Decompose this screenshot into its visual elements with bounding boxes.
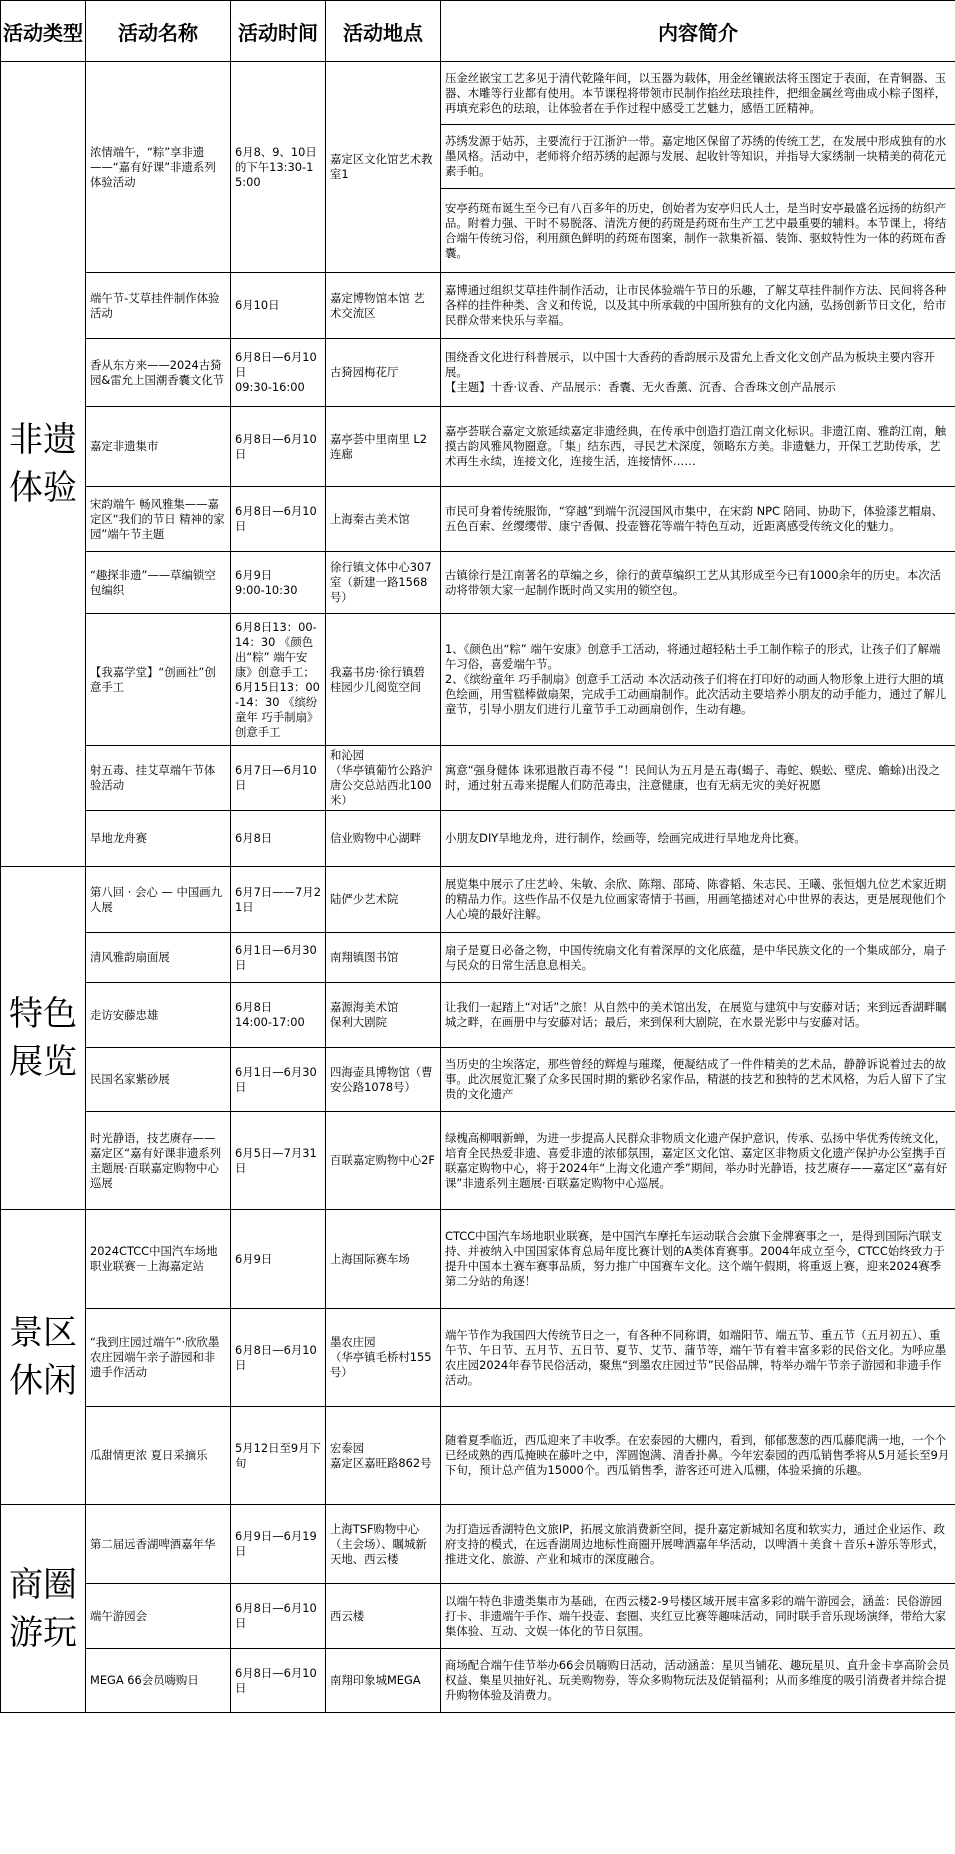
event-time: 6月9日 bbox=[231, 1210, 326, 1309]
event-time: 6月1日—6月30日 bbox=[231, 933, 326, 983]
event-place: 百联嘉定购物中心2F bbox=[326, 1112, 441, 1210]
event-desc: 苏绣发源于姑苏，主要流行于江浙沪一带。嘉定地区保留了苏绣的传统工艺，在发展中形成独有的水墨风格。活动中，老师将介绍苏绣的起源与发展、起收针等知识，并指导大家绣制一块精美的荷花元素手帕。 bbox=[441, 125, 955, 189]
event-time: 6月8日 bbox=[231, 811, 326, 867]
table-row bbox=[1, 62, 955, 125]
event-desc: 扇子是夏日必备之物，中国传统扇文化有着深厚的文化底蕴，是中华民族文化的一个集成部分，扇子与民众的日常生活息息相关。 bbox=[441, 933, 955, 983]
event-name: 民国名家紫砂展 bbox=[86, 1048, 231, 1112]
header-name: 活动名称 bbox=[86, 1, 231, 62]
event-desc: 为打造远香湖特色文旅IP，拓展文旅消费新空间，提升嘉定新城知名度和软实力，通过企业运作、政府支持的模式，在远香湖周边地标性商圈开展啤酒嘉年华活动，以啤酒＋美食＋音乐+游乐等形式，推进文化、旅游、产业和城市的深度融合。 bbox=[441, 1505, 955, 1584]
event-time: 6月8日—6月10日 bbox=[231, 407, 326, 487]
event-place: 上海TSF购物中心（主会场）、瞩城新天地、西云楼 bbox=[326, 1505, 441, 1584]
event-desc: 以端午特色非遗类集市为基础，在西云楼2-9号楼区域开展丰富多彩的端午游园会，涵盖：民俗游园打卡、非遗端午手作、端午投壶、套圈、夹红豆比赛等趣味活动，同时联手音乐现场演绎，带给大家集体验、互动、文娱一体化的节日氛围。 bbox=[441, 1584, 955, 1649]
table-row bbox=[1, 1048, 955, 1112]
event-time: 6月8日13：00-14：30 《颜色出“粽” 端午安康》创意手工； 6月15日13：00-14：30 《缤纷童年 巧手制扇》创意手工 bbox=[231, 614, 326, 746]
event-name: 端午游园会 bbox=[86, 1584, 231, 1649]
category-cell bbox=[1, 867, 86, 1210]
event-time: 6月7日——7月21日 bbox=[231, 867, 326, 933]
table-row bbox=[1, 1112, 955, 1210]
event-desc: 让我们一起踏上“对话”之旅！从自然中的美术馆出发，在展览与建筑中与安藤对话；来到远香湖畔瞩城之畔，在画册中与安藤对话；最后，来到保利大剧院，在水景光影中与安藤对话。 bbox=[441, 983, 955, 1048]
event-desc: 小朋友DIY旱地龙舟，进行制作，绘画等，绘画完成进行旱地龙舟比赛。 bbox=[441, 811, 955, 867]
event-desc: 展览集中展示了庄艺岭、朱敏、余欣、陈翔、邵琦、陈睿韬、朱志民、王曦、张恒烟九位艺术家近期的精品力作。这些作品不仅是九位画家寄情于书画，用画笔描述对心中世界的表达，更是展现他们个人心境的最好注解。 bbox=[441, 867, 955, 933]
event-place: 信业购物中心湖畔 bbox=[326, 811, 441, 867]
event-time: 6月8日 14:00-17:00 bbox=[231, 983, 326, 1048]
table-row bbox=[1, 339, 955, 407]
table-row bbox=[1, 1505, 955, 1584]
header-time: 活动时间 bbox=[231, 1, 326, 62]
table-row bbox=[1, 746, 955, 811]
category-cell bbox=[1, 62, 86, 867]
event-desc: 古镇徐行是江南著名的草编之乡，徐行的黄草编织工艺从其形成至今已有1000余年的历史。本次活动将带领大家一起制作既时尚又实用的锁空包。 bbox=[441, 552, 955, 614]
event-name: “趣探非遗”——草编锁空包编织 bbox=[86, 552, 231, 614]
event-place: 上海国际赛车场 bbox=[326, 1210, 441, 1309]
table-row bbox=[1, 867, 955, 933]
category-label: 非遗体验 bbox=[9, 420, 77, 508]
event-desc: 端午节作为我国四大传统节日之一，有各种不同称谓，如端阳节、端五节、重五节（五月初五）、重午节、午日节、五月节、五日节、夏节、艾节、蒲节等，端午节有着丰富多彩的民俗文化。为呼应墨农庄园2024年春节民俗活动，聚焦“到墨农庄园过节”民俗品牌，特举办端午节亲子游园和非遗手作活动。 bbox=[441, 1309, 955, 1407]
event-place: 徐行镇文体中心307室（新建一路1568号） bbox=[326, 552, 441, 614]
event-time: 6月5日—7月31日 bbox=[231, 1112, 326, 1210]
event-place: 陆俨少艺术院 bbox=[326, 867, 441, 933]
category-cell bbox=[1, 1210, 86, 1505]
event-place: 嘉源海美术馆 保利大剧院 bbox=[326, 983, 441, 1048]
event-desc: 压金丝嵌宝工艺多见于清代乾隆年间，以玉器为载体，用金丝镶嵌法将玉图定于表面，在青铜器、玉器、木雕等行业都有使用。本节课程将带领市民制作掐丝珐琅挂件，把细金属丝弯曲成小粽子图样，再填充彩色的珐琅，让体验者在手作过程中感受工艺魅力，感悟工匠精神。 bbox=[441, 62, 955, 125]
table-row bbox=[1, 487, 955, 552]
event-place: 西云楼 bbox=[326, 1584, 441, 1649]
table-row bbox=[1, 811, 955, 867]
event-name: 【我嘉学堂】“创画社”创意手工 bbox=[86, 614, 231, 746]
event-name: 嘉定非遗集市 bbox=[86, 407, 231, 487]
table-row bbox=[1, 1309, 955, 1407]
event-desc: 市民可身着传统服饰，“穿越”到端午沉浸国风市集中，在宋韵 NPC 陪同、协助下，体验漆艺帽扇、五色百索、丝缨缨带、康宁香佩、投壶簪花等端午特色互动，近距离感受传统文化的魅力。 bbox=[441, 487, 955, 552]
event-name: 时光静语，技艺赓存——嘉定区“嘉有好课非遗系列主题展·百联嘉定购物中心巡展 bbox=[86, 1112, 231, 1210]
category-label: 景区休闲 bbox=[9, 1313, 77, 1401]
event-time: 6月7日—6月10日 bbox=[231, 746, 326, 811]
event-name: 宋韵端午 畅风雅集——嘉定区“我们的节日 精神的家园”端午节主题 bbox=[86, 487, 231, 552]
header-row bbox=[1, 1, 955, 62]
event-desc: 随着夏季临近，西瓜迎来了丰收季。在宏泰园的大棚内，看到，郁郁葱葱的西瓜藤爬满一地，一个个已经成熟的西瓜掩映在藤叶之中，浑圆饱满、清香扑鼻。今年宏泰园的西瓜销售季将从5月延长至9月下旬，预计总产值为15000个。西瓜销售季，游客还可进入瓜棚，体验采摘的乐趣。 bbox=[441, 1407, 955, 1505]
event-name: 清风雅韵扇面展 bbox=[86, 933, 231, 983]
event-place: 上海秦古美术馆 bbox=[326, 487, 441, 552]
event-name: 浓情端午，“粽”享非遗 ——“嘉有好课”非遗系列体验活动 bbox=[86, 62, 231, 273]
event-name: 端午节-艾草挂件制作体验活动 bbox=[86, 273, 231, 339]
event-time: 6月8日—6月10日 09:30-16:00 bbox=[231, 339, 326, 407]
event-desc: 寓意“强身健体 诛邪退散百毒不侵 ”！民间认为五月是五毒(蝎子、毒蛇、蜈蚣、壁虎、蟾蜍)出没之时，通过射五毒来提醒人们防范毒虫，注意健康，也有无病无灾的美好祝愿 bbox=[441, 746, 955, 811]
event-time: 6月8日—6月10日 bbox=[231, 1649, 326, 1713]
event-desc: 绿槐高柳咽新蝉，为进一步提高人民群众非物质文化遗产保护意识，传承、弘扬中华优秀传统文化，培育全民热爱非遗、喜爱非遗的浓郁氛围，嘉定区文化馆、嘉定区非物质文化遗产保护办公室携手百联嘉定购物中心，将于2024年“上海文化遗产季”期间，举办时光静语，技艺赓存——嘉定区“嘉有好课”非遗系列主题展·百联嘉定购物中心巡展。 bbox=[441, 1112, 955, 1210]
table-row bbox=[1, 933, 955, 983]
event-name: “我到庄园过端午”·欣欣墨农庄园端午亲子游园和非遗手作活动 bbox=[86, 1309, 231, 1407]
event-name: 第二届远香湖啤酒嘉年华 bbox=[86, 1505, 231, 1584]
event-name: 旱地龙舟赛 bbox=[86, 811, 231, 867]
event-desc: 围绕香文化进行科普展示，以中国十大香药的香韵展示及雷允上香文化文创产品为板块主要内容开展。 【主题】十香·议香、产品展示：香囊、无火香薰、沉香、合香珠文创产品展示 bbox=[441, 339, 955, 407]
table-row bbox=[1, 614, 955, 746]
category-label: 商圈游玩 bbox=[9, 1564, 77, 1653]
table-row bbox=[1, 1649, 955, 1713]
event-name: MEGA 66会员嗨购日 bbox=[86, 1649, 231, 1713]
event-name: 射五毒、挂艾草端午节体验活动 bbox=[86, 746, 231, 811]
event-name: 瓜甜情更浓 夏日采摘乐 bbox=[86, 1407, 231, 1505]
event-place: 嘉定博物馆本馆 艺术交流区 bbox=[326, 273, 441, 339]
event-place: 我嘉书房·徐行镇碧桂园少儿阅览空间 bbox=[326, 614, 441, 746]
event-desc: 当历史的尘埃落定，那些曾经的辉煌与璀璨，便凝结成了一件件精美的艺术品，静静诉说着过去的故事。此次展览汇聚了众多民国时期的紫砂名家作品，精湛的技艺和独特的艺术风格，为后人留下了宝贵的文化遗产 bbox=[441, 1048, 955, 1112]
table-row bbox=[1, 1407, 955, 1505]
event-desc: CTCC中国汽车场地职业联赛，是中国汽车摩托车运动联合会旗下金牌赛事之一，是得到国际汽联支持、并被纳入中国国家体育总局年度比赛计划的A类体育赛事。2004年成立至今，CTCC始终致力于提升中国本土赛车赛事品质，努力推广中国赛车文化。这个端午假期，将重返上赛，迎来2024赛季第二分站的角逐！ bbox=[441, 1210, 955, 1309]
event-time: 6月10日 bbox=[231, 273, 326, 339]
event-place: 南翔镇图书馆 bbox=[326, 933, 441, 983]
event-time: 6月9日 9:00-10:30 bbox=[231, 552, 326, 614]
event-desc: 嘉亭荟联合嘉定文旅延续嘉定非遗经典，在传承中创造打造江南文化标识。非遗江南、雅韵江南，触摸古韵风雅风物圈意。「集」结东西，寻民艺术深度，领略东方美。非遗魅力，开保工艺助传承，艺术再生永续，连接文化，连接生活，连接情怀…… bbox=[441, 407, 955, 487]
event-place: 古猗园梅花厅 bbox=[326, 339, 441, 407]
event-place: 和沁园 （华亭镇葡竹公路沪唐公交总站西北100米） bbox=[326, 746, 441, 811]
event-name: 香从东方来——2024古猗园&雷允上国潮香囊文化节 bbox=[86, 339, 231, 407]
event-time: 6月8日—6月10日 bbox=[231, 1309, 326, 1407]
event-place: 墨农庄园 （华亭镇毛桥村155号） bbox=[326, 1309, 441, 1407]
event-place: 四海壶具博物馆（曹安公路1078号） bbox=[326, 1048, 441, 1112]
event-place: 宏泰园 嘉定区嘉旺路862号 bbox=[326, 1407, 441, 1505]
category-label: 特色展览 bbox=[9, 994, 77, 1082]
header-type: 活动类型 bbox=[1, 1, 86, 62]
header-place: 活动地点 bbox=[326, 1, 441, 62]
event-desc: 1、《颜色出“粽” 端午安康》创意手工活动，将通过超轻粘土手工制作粽子的形式，让孩子们了解端午习俗，喜爱端午节。 2、《缤纷童年 巧手制扇》创意手工活动 本次活动孩子们将在打印好的动画人物形象上进行大胆的填色绘画，用雪糕棒做扇架，完成手工动画扇制作。此次活动主要培养小朋友的动手能力，通过了解儿童节，引导小朋友们进行儿童节手工动画扇创作，生动有趣。 bbox=[441, 614, 955, 746]
table-row bbox=[1, 1210, 955, 1309]
event-name: 2024CTCC中国汽车场地职业联赛－上海嘉定站 bbox=[86, 1210, 231, 1309]
table-row bbox=[1, 552, 955, 614]
event-name: 走访安藤忠雄 bbox=[86, 983, 231, 1048]
event-desc: 嘉博通过组织艾草挂件制作活动，让市民体验端午节日的乐趣，了解艾草挂件制作方法、民间将各种各样的挂件种类、含义和传说，以及其中所承载的中国所独有的文化内涵，弘扬创新节日文化，给市民群众带来快乐与幸福。 bbox=[441, 273, 955, 339]
event-desc: 商场配合端午佳节举办66会员嗨购日活动，活动涵盖：星贝当铺花、趣玩星贝、直升金卡享高阶会员权益、集星贝抽好礼、玩美购物券，等众多购物玩法及促销福利；从而多维度的吸引消费者并综合提升购物体验及消费力。 bbox=[441, 1649, 955, 1713]
event-name: 第八回 · 会心 — 中国画九人展 bbox=[86, 867, 231, 933]
event-place: 嘉亭荟中里南里 L2连廊 bbox=[326, 407, 441, 487]
event-place: 南翔印象城MEGA bbox=[326, 1649, 441, 1713]
event-time: 6月8日—6月10日 bbox=[231, 1584, 326, 1649]
event-time: 6月8日—6月10日 bbox=[231, 487, 326, 552]
header-desc: 内容简介 bbox=[441, 1, 955, 62]
event-time: 5月12日至9月下旬 bbox=[231, 1407, 326, 1505]
event-desc: 安亭药斑布诞生至今已有八百多年的历史，创始者为安亭归氏人士，是当时安亭最盛名远扬的纺织产品。附着力强、干时不易脱落、清洗方便的药斑是药斑布生产工艺中最重要的辅料。本节课上，将结合端午传统习俗，利用颜色鲜明的药斑布图案，制作一款集祈福、装饰、驱蚊特性为一体的药斑布香囊。 bbox=[441, 189, 955, 273]
event-time: 6月8、9、10日的下午13:30-15:00 bbox=[231, 62, 326, 273]
category-cell bbox=[1, 1505, 86, 1713]
table-row bbox=[1, 273, 955, 339]
table-row bbox=[1, 983, 955, 1048]
table-row bbox=[1, 1584, 955, 1649]
event-time: 6月1日—6月30日 bbox=[231, 1048, 326, 1112]
event-place: 嘉定区文化馆艺术教室1 bbox=[326, 62, 441, 273]
table-row bbox=[1, 407, 955, 487]
event-time: 6月9日—6月19日 bbox=[231, 1505, 326, 1584]
